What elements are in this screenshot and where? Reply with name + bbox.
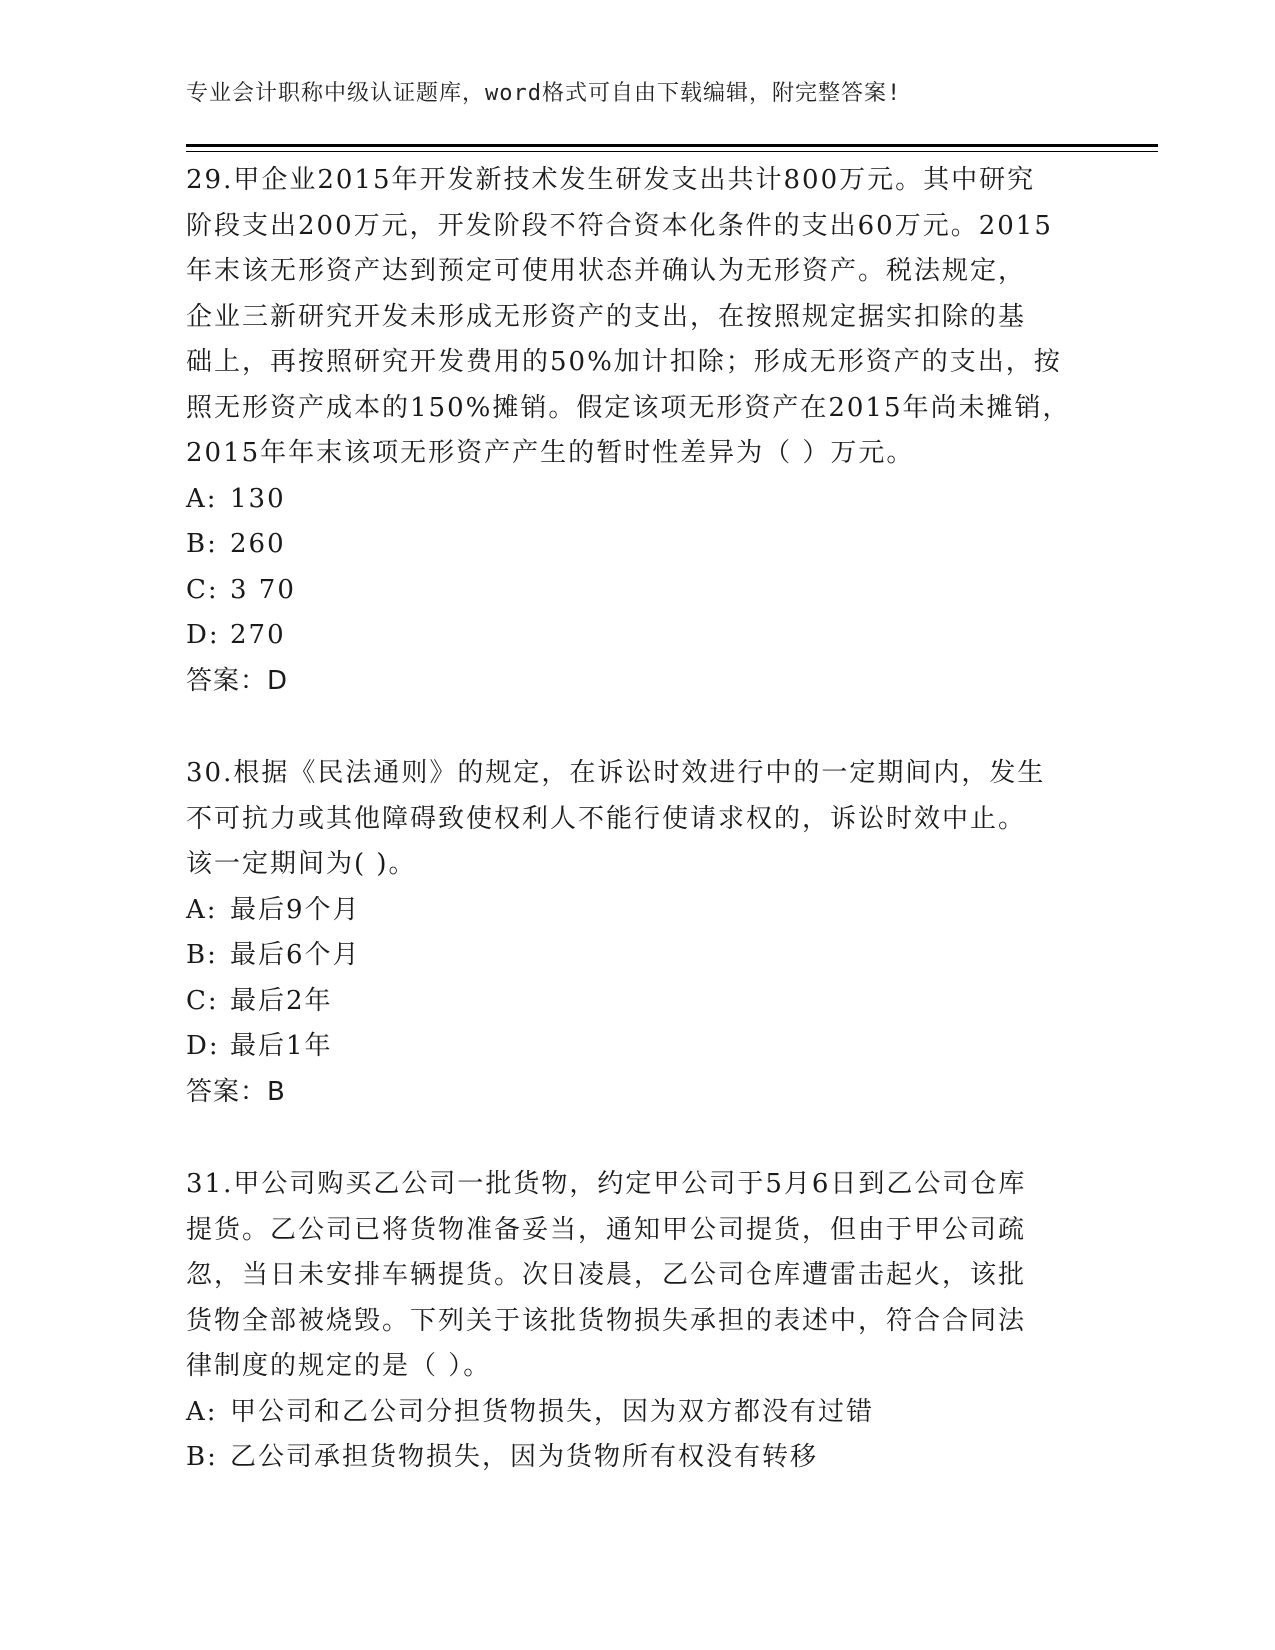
question-29 xyxy=(186,158,1086,704)
option-a xyxy=(186,1390,1086,1436)
answer: 答案：B xyxy=(186,1076,286,1107)
stem-line: 忽，当日未安排车辆提货。次日凌晨，乙公司仓库遭雷击起火，该批 xyxy=(186,1260,1027,1290)
question-spacer xyxy=(186,704,1086,751)
page-header: 专业会计职称中级认证题库，word格式可自由下载编辑，附完整答案! xyxy=(186,81,902,106)
stem-line: 律制度的规定的是（ ）。 xyxy=(186,1351,492,1381)
option-letter: C: xyxy=(186,574,219,605)
option-letter: B: xyxy=(186,940,218,970)
option-letter: A: xyxy=(186,1396,218,1427)
option-text: 最后2年 xyxy=(230,985,333,1016)
question-stem xyxy=(186,751,1086,888)
header-rule-thin xyxy=(186,151,1158,152)
option-letter: A: xyxy=(186,483,218,514)
question-31 xyxy=(186,1162,1086,1481)
option-letter: B: xyxy=(186,529,218,559)
stem-line: 29.甲企业2015年开发新技术发生研发支出共计800万元。其中研究 xyxy=(186,165,1036,195)
option-b xyxy=(186,933,1086,979)
option-text: 270 xyxy=(230,620,286,650)
question-stem xyxy=(186,158,1086,477)
option-c xyxy=(186,979,1086,1025)
stem-line: 货物全部被烧毁。下列关于该批货物损失承担的表述中，符合合同法 xyxy=(186,1305,1027,1336)
option-text: 130 xyxy=(230,483,286,514)
option-b xyxy=(186,1435,1086,1481)
stem-line: 2015年年末该项无形资产产生的暂时性差异为（ ）万元。 xyxy=(186,438,915,468)
option-text: 最后6个月 xyxy=(230,940,361,970)
answer: 答案：D xyxy=(186,665,289,696)
option-a xyxy=(186,888,1086,934)
question-list xyxy=(186,158,1086,1481)
stem-line: 提货。乙公司已将货物准备妥当，通知甲公司提货，但由于甲公司疏 xyxy=(186,1214,1027,1245)
option-letter: B: xyxy=(186,1442,218,1472)
option-text: 260 xyxy=(230,529,286,559)
option-d xyxy=(186,613,1086,659)
stem-line: 础上，再按照研究开发费用的50%加计扣除；形成无形资产的支出，按 xyxy=(186,347,1062,377)
option-b xyxy=(186,522,1086,568)
option-text: 最后1年 xyxy=(230,1031,333,1061)
option-letter: A: xyxy=(186,894,218,925)
stem-line: 不可抗力或其他障碍致使权利人不能行使请求权的，诉讼时效中止。 xyxy=(186,803,1027,834)
option-text: 最后9个月 xyxy=(230,894,361,925)
stem-line: 30.根据《民法通则》的规定，在诉讼时效进行中的一定期间内，发生 xyxy=(186,758,1046,788)
option-a xyxy=(186,477,1086,523)
stem-line: 该一定期间为( )。 xyxy=(186,849,417,879)
question-30 xyxy=(186,751,1086,1115)
option-d xyxy=(186,1024,1086,1070)
header-rule-thick xyxy=(186,144,1158,147)
option-c xyxy=(186,568,1086,614)
option-text: 3 70 xyxy=(230,574,296,605)
stem-line: 31.甲公司购买乙公司一批货物，约定甲公司于5月6日到乙公司仓库 xyxy=(186,1169,1027,1199)
stem-line: 年末该无形资产达到预定可使用状态并确认为无形资产。税法规定， xyxy=(186,256,1027,286)
stem-line: 企业三新研究开发未形成无形资产的支出，在按照规定据实扣除的基 xyxy=(186,301,1027,332)
stem-line: 阶段支出200万元，开发阶段不符合资本化条件的支出60万元。2015 xyxy=(186,210,1053,241)
question-spacer xyxy=(186,1115,1086,1162)
option-text: 甲公司和乙公司分担货物损失，因为双方都没有过错 xyxy=(230,1396,875,1427)
stem-line: 照无形资产成本的150%摊销。假定该项无形资产在2015年尚未摊销， xyxy=(186,392,1071,423)
option-letter: C: xyxy=(186,985,219,1016)
option-letter: D: xyxy=(186,1031,220,1061)
option-text: 乙公司承担货物损失，因为货物所有权没有转移 xyxy=(230,1442,819,1472)
option-letter: D: xyxy=(186,620,220,650)
question-stem xyxy=(186,1162,1086,1390)
